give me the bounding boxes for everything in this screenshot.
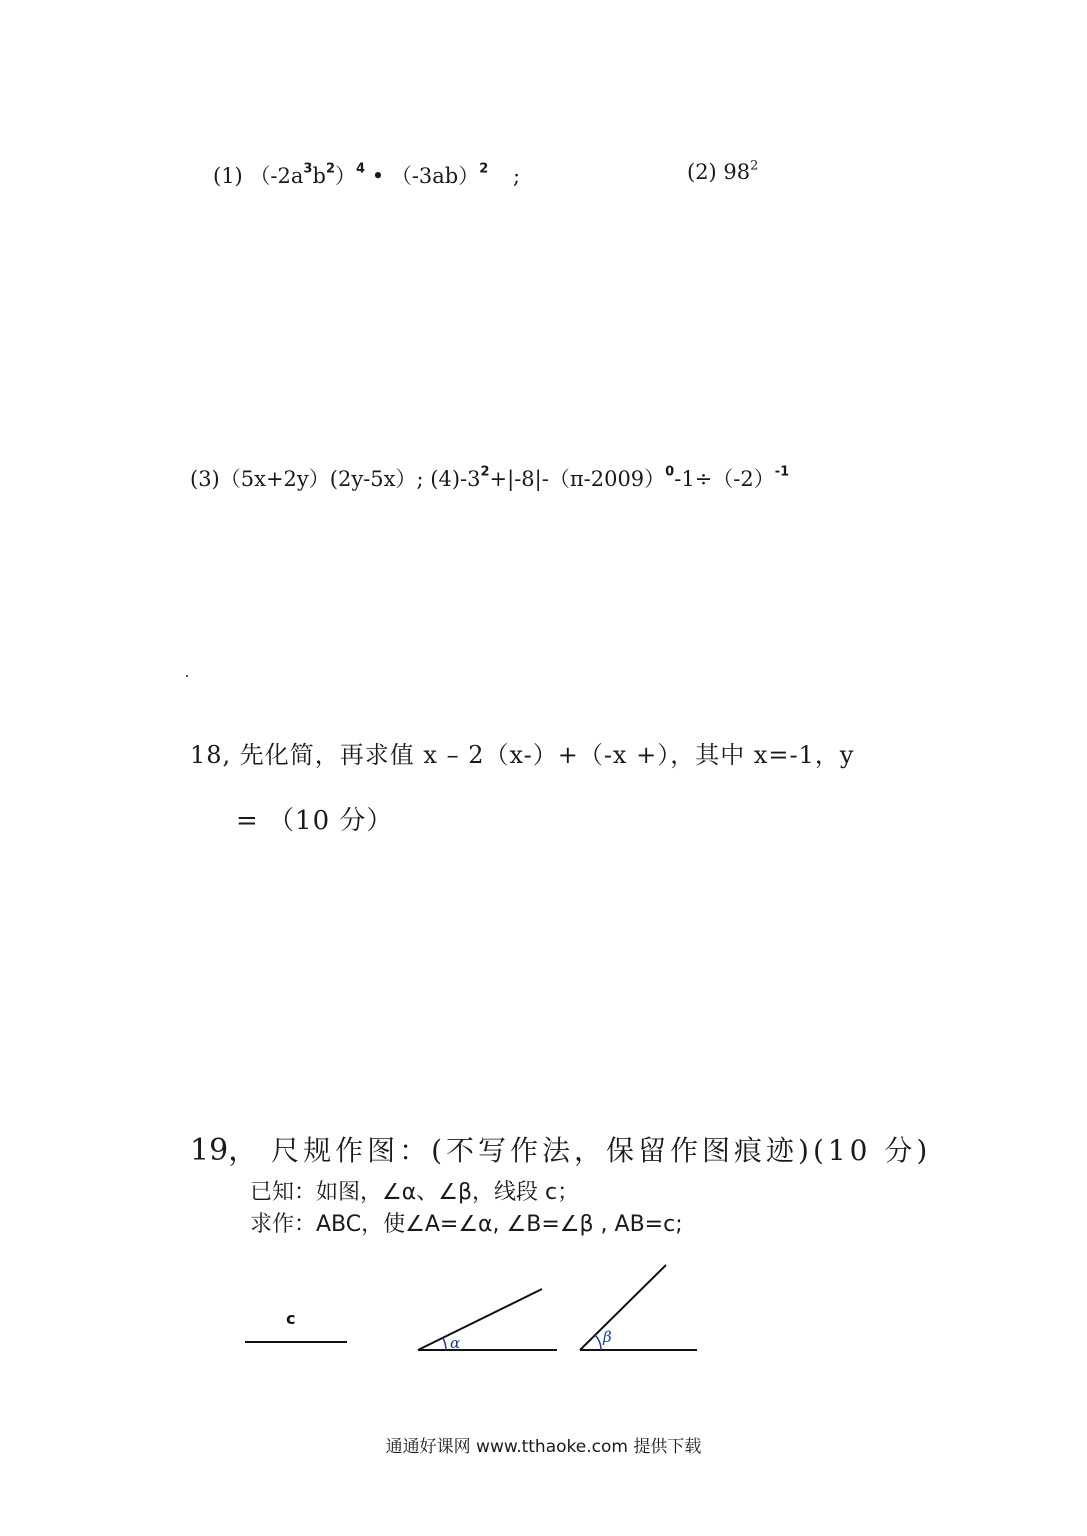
problem-17-part-1: (1) $(-2a^3b^2)^4$ • $(-3ab)^2$ ; bbox=[213, 161, 521, 188]
beta-label: β bbox=[603, 1328, 612, 1346]
problem-17-part-2: (2) $98^2$ bbox=[687, 158, 759, 184]
segment-label: c bbox=[286, 1309, 296, 1328]
segment-c bbox=[245, 1309, 347, 1342]
problem-number: 19， bbox=[190, 1133, 259, 1168]
problem-title: 尺规作图：(不写作法，保留作图痕迹)(10 分) bbox=[271, 1134, 932, 1167]
alpha-label: α bbox=[450, 1334, 461, 1352]
problem-18-line-2: = （10 分） bbox=[236, 806, 394, 836]
angle-beta bbox=[580, 1265, 697, 1350]
problem-18-line-1: 18, 先化简，再求值 x – 2（x-）+（-x +），其中 x=-1，y bbox=[190, 741, 855, 769]
problem-19-required: 求作：ABC，使∠A=∠α, ∠B=∠β , AB=c; bbox=[250, 1212, 683, 1237]
problem-17-part-3: (3)（5x+2y）(2y-5x）; bbox=[190, 467, 424, 491]
problem-17-part-4: $(4)-3^2+|-8|-(\pi-2009)^0-1\div(-2)^{-1}$ bbox=[430, 464, 790, 491]
angle-alpha bbox=[418, 1289, 557, 1352]
problem-19-given: 已知：如图，∠α、∠β，线段 c； bbox=[250, 1180, 580, 1205]
footer-source: 通通好课网 www.tthaoke.com 提供下载 bbox=[385, 1437, 702, 1457]
part-label: (1) bbox=[213, 164, 243, 188]
